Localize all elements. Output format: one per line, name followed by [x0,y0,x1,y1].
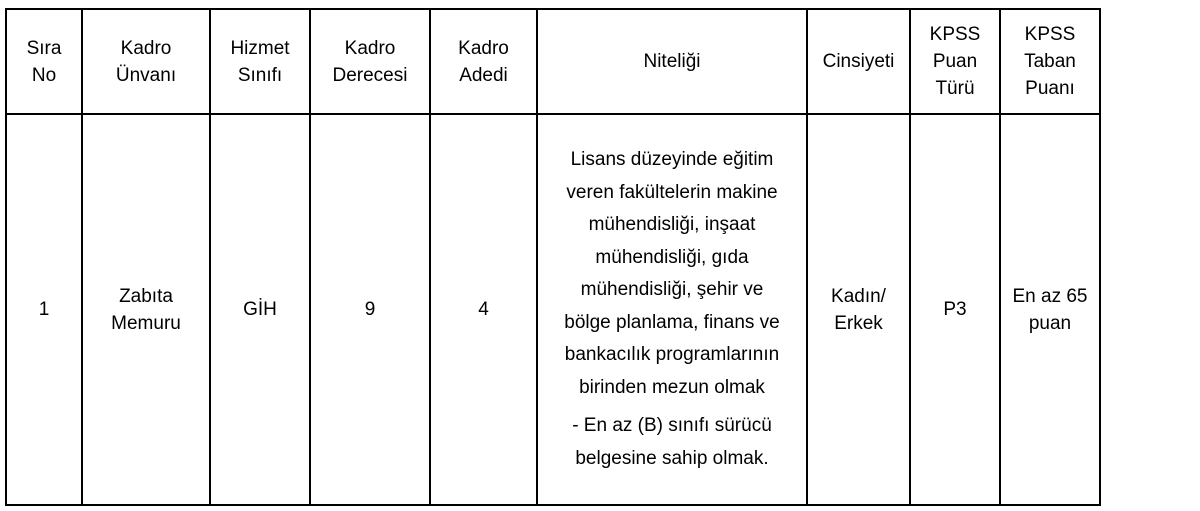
cell-kadro-adedi: 4 [430,114,537,505]
cell-kpss-puan-turu: P3 [910,114,1000,505]
header-kadro-derecesi: Kadro Derecesi [310,9,430,114]
niteligi-license-requirement: - En az (B) sınıfı sürücü belgesine sahip olmak. [572,415,772,469]
staff-position-table [5,8,1101,506]
cell-kpss-taban-puani: En az 65 puan [1000,114,1100,505]
header-row [6,9,1100,114]
header-niteligi: Niteliği [537,9,807,114]
cell-niteligi [537,114,807,505]
cell-kadro-unvani: Zabıta Memuru [82,114,210,505]
niteligi-education-requirement: Lisans düzeyinde eğitim veren fakültelerin makine mühendisliği, inşaat mühendisliği, gıda mühendisliği, şehir ve bölge planlama, finans ve bankacılık programlarının birinden mezun olmak [564,149,780,398]
cell-sira-no: 1 [6,114,82,505]
cell-kadro-derecesi: 9 [310,114,430,505]
header-kpss-puan-turu: KPSS Puan Türü [910,9,1000,114]
cut-off-text-line [0,0,1200,7]
header-cinsiyeti: Cinsiyeti [807,9,910,114]
header-sira-no: Sıra No [6,9,82,114]
cell-cinsiyeti: Kadın/ Erkek [807,114,910,505]
header-hizmet-sinifi: Hizmet Sınıfı [210,9,310,114]
table-row [6,114,1100,505]
header-kadro-adedi: Kadro Adedi [430,9,537,114]
header-kpss-taban-puani: KPSS Taban Puanı [1000,9,1100,114]
header-kadro-unvani: Kadro Ünvanı [82,9,210,114]
cell-hizmet-sinifi: GİH [210,114,310,505]
